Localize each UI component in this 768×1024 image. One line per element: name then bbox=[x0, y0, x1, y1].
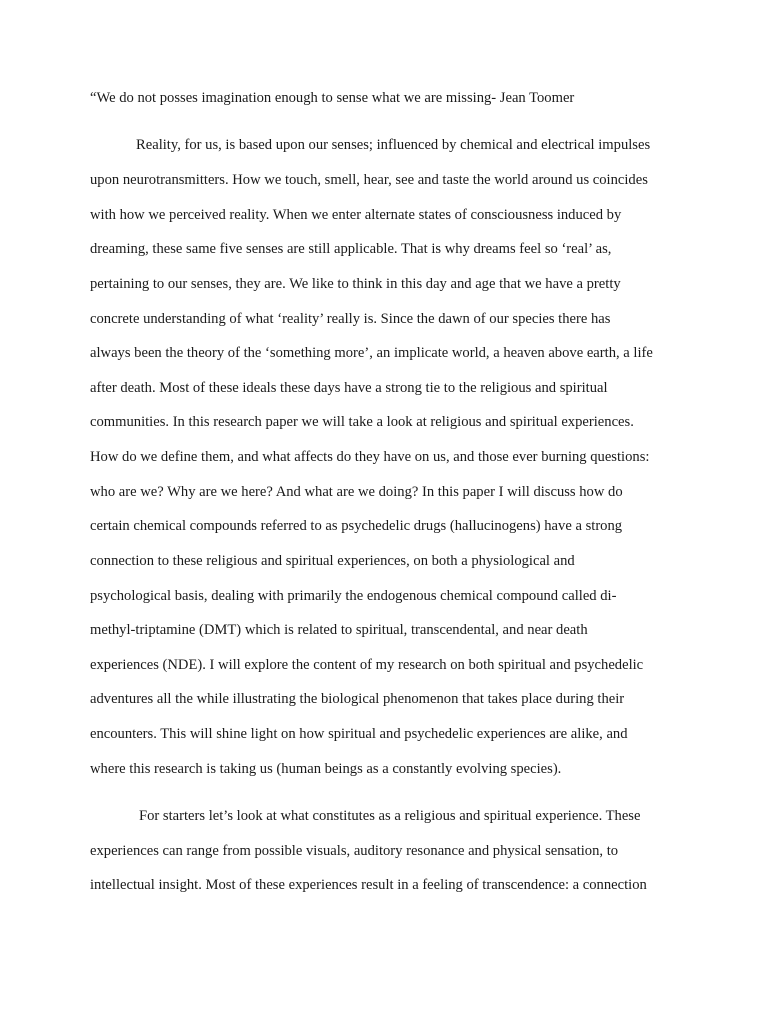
paragraph-line: How do we define them, and what affects do they have on us, and those ever burning questions: bbox=[90, 449, 650, 465]
paragraph-line: experiences can range from possible visuals, auditory resonance and physical sensation, to bbox=[90, 843, 619, 859]
paragraph-line: experiences (NDE). I will explore the content of my research on both spiritual and psychedelic bbox=[90, 657, 644, 673]
epigraph: “We do not posses imagination enough to sense what we are missing- Jean Toomer bbox=[90, 90, 575, 106]
paragraph-line: adventures all the while illustrating the biological phenomenon that takes place during their bbox=[90, 691, 625, 707]
paragraph-line: who are we? Why are we here? And what are we doing? In this paper I will discuss how do bbox=[90, 484, 623, 500]
paragraph-line: For starters let’s look at what constitutes as a religious and spiritual experience. These bbox=[139, 808, 641, 824]
paragraph-line: after death. Most of these ideals these days have a strong tie to the religious and spiritual bbox=[90, 380, 608, 396]
paragraph-line: dreaming, these same five senses are still applicable. That is why dreams feel so ‘real’ as, bbox=[90, 241, 612, 257]
paragraph-line: concrete understanding of what ‘reality’ really is. Since the dawn of our species there has bbox=[90, 311, 611, 327]
paragraph-line: with how we perceived reality. When we enter alternate states of consciousness induced by bbox=[90, 207, 622, 223]
paragraph-line: upon neurotransmitters. How we touch, smell, hear, see and taste the world around us coincides bbox=[90, 172, 648, 188]
paragraph-line: methyl-triptamine (DMT) which is related to spiritual, transcendental, and near death bbox=[90, 622, 588, 638]
paragraph-line: always been the theory of the ‘something more’, an implicate world, a heaven above earth, a life bbox=[90, 345, 653, 361]
paragraph-line: Reality, for us, is based upon our senses; influenced by chemical and electrical impulses bbox=[136, 137, 651, 153]
paragraph-line: pertaining to our senses, they are. We like to think in this day and age that we have a pretty bbox=[90, 276, 621, 292]
paragraph-line: intellectual insight. Most of these experiences result in a feeling of transcendence: a connection bbox=[90, 877, 647, 893]
paragraph-line: connection to these religious and spiritual experiences, on both a physiological and bbox=[90, 553, 575, 569]
paragraph-line: communities. In this research paper we will take a look at religious and spiritual experiences. bbox=[90, 414, 634, 430]
paragraph-line: encounters. This will shine light on how spiritual and psychedelic experiences are alike, and bbox=[90, 726, 628, 742]
paragraph-line: certain chemical compounds referred to as psychedelic drugs (hallucinogens) have a strong bbox=[90, 518, 623, 534]
paragraph-line: where this research is taking us (human beings as a constantly evolving species). bbox=[90, 761, 562, 777]
paragraph-line: psychological basis, dealing with primarily the endogenous chemical compound called di- bbox=[90, 588, 617, 604]
